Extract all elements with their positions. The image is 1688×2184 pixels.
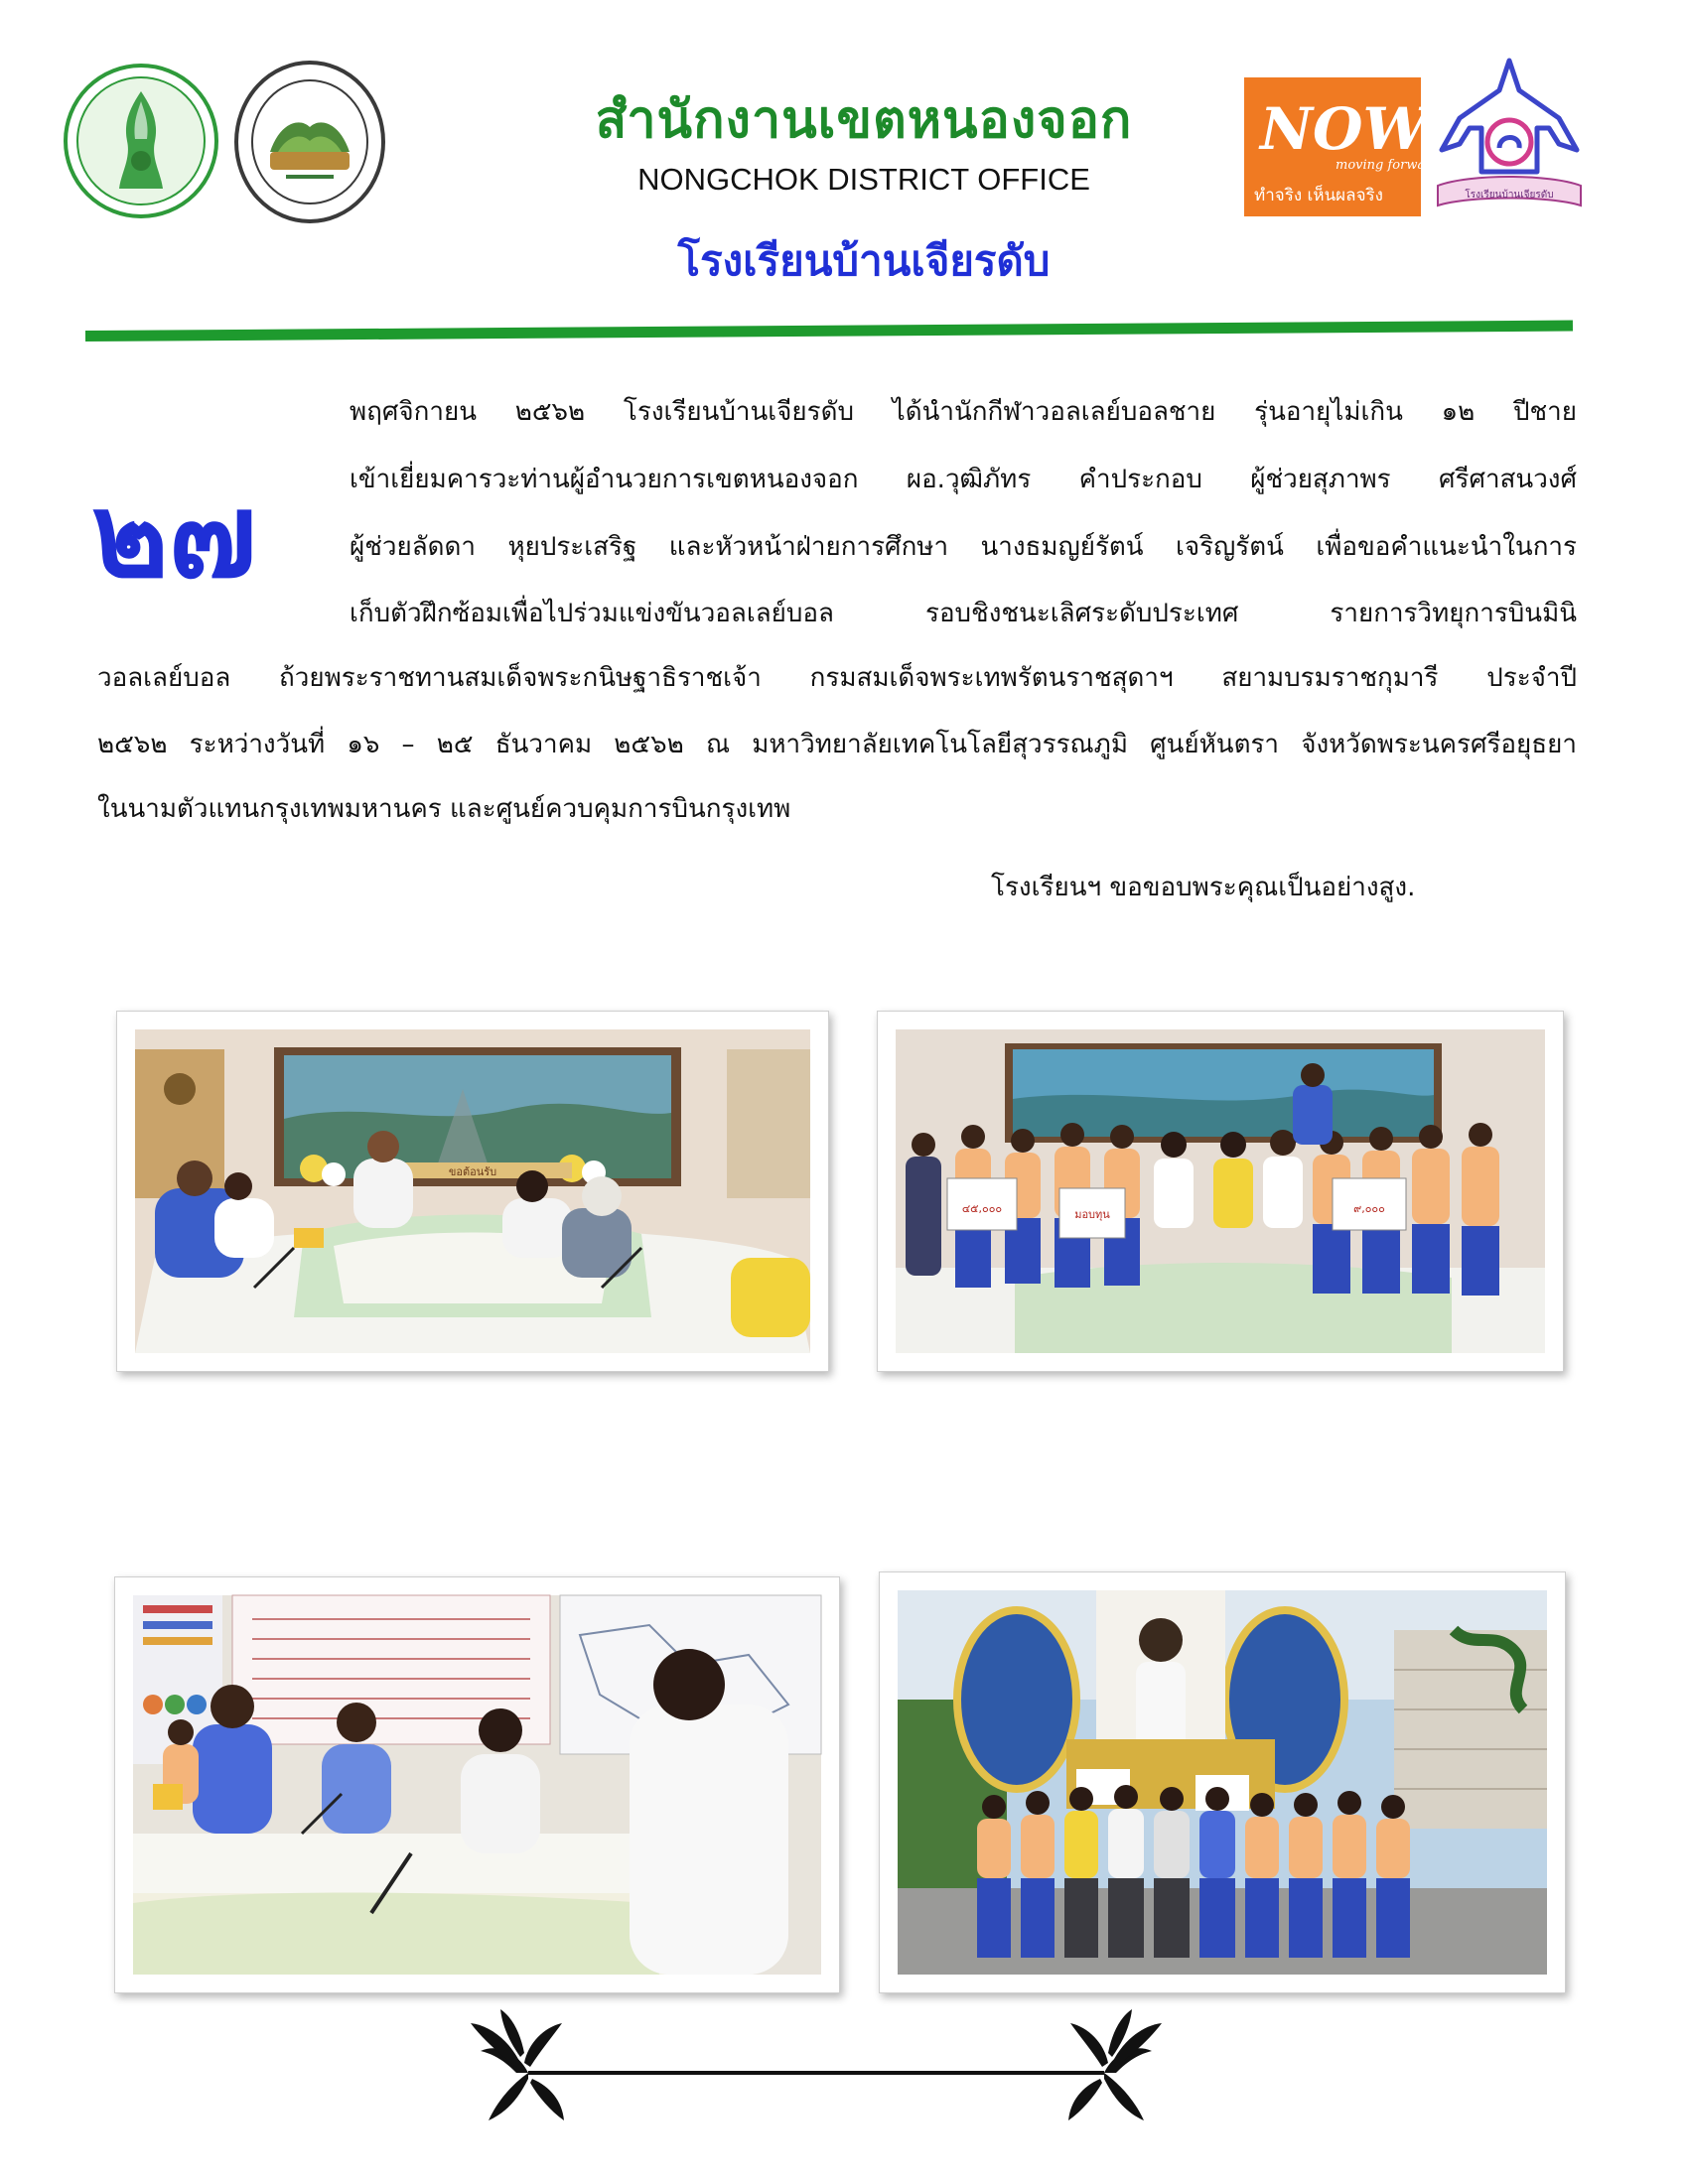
school-logo: [1430, 55, 1589, 223]
photo-meeting-room: [116, 1011, 829, 1372]
district-office-seal-logo: [230, 58, 389, 226]
drop-cap-date: ๒๗: [91, 467, 257, 604]
photo-meeting-table: [114, 1576, 840, 1993]
now-slogan: ทำจริง เห็นผลจริง: [1254, 186, 1383, 205]
photo-group-outdoor: [879, 1571, 1566, 1993]
decorative-footer-ornament: [459, 2003, 1174, 2132]
now-word: NOW: [1260, 95, 1428, 163]
cheque-1-amount: ๔๕,๐๐๐: [961, 1202, 1003, 1215]
article-line-3: ผู้ช่วยลัดดา หุยประเสริฐ และหัวหน้าฝ่ายการศึกษา นางธมญย์รัตน์ เจริญรัตน์ เพื่อขอคำแนะนำในการ: [350, 532, 1577, 562]
article-line-1: พฤศจิกายน ๒๕๖๒ โรงเรียนบ้านเจียรดับ ได้นำนักกีฬาวอลเลย์บอลชาย รุ่นอายุไม่เกิน ๑๒ ปีชาย: [350, 397, 1577, 427]
article-line-5: วอลเลย์บอล ถ้วยพระราชทานสมเด็จพระกนิษฐาธิราชเจ้า กรมสมเด็จพระเทพรัตนราชสุดาฯ สยามบรมราชกุมารี ประจำปี: [97, 663, 1577, 693]
photo-group-cheques: [877, 1011, 1564, 1372]
cheque-2-text: มอบทุน: [1074, 1208, 1110, 1221]
header-divider: [85, 321, 1573, 341]
welcome-board-text: ขอต้อนรับ: [448, 1165, 497, 1178]
school-logo-banner-text: โรงเรียนบ้านเจียรดับ: [1465, 190, 1554, 201]
article-line-7: ในนามตัวแทนกรุงเทพมหานคร และศูนย์ควบคุมการบินกรุงเทพ: [97, 794, 791, 824]
article-line-4: เก็บตัวฝึกซ้อมเพื่อไปร่วมแข่งขันวอลเลย์บอล รอบชิงชนะเลิศระดับประเทศ รายการวิทยุการบินมินิ: [350, 599, 1577, 628]
article-line-6: ๒๕๖๒ ระหว่างวันที่ ๑๖ – ๒๕ ธันวาคม ๒๕๖๒ ณ มหาวิทยาลัยเทคโนโลยีสุวรรณภูมิ ศูนย์หันตรา จังหวัดพระนครศรีอยุธยา: [97, 730, 1577, 759]
school-name-heading: โรงเรียนบ้านเจียรดับ: [677, 236, 1051, 285]
office-title-thai: สำนักงานเขตหนองจอก: [595, 90, 1133, 150]
cheque-3-amount: ๙,๐๐๐: [1353, 1202, 1385, 1215]
bangkok-seal-logo: [62, 62, 220, 220]
now-tagline: moving forward to: [1336, 158, 1457, 173]
article-line-2: เข้าเยี่ยมคารวะท่านผู้อำนวยการเขตหนองจอก ผอ.วุฒิภัทร คำประกอบ ผู้ช่วยสุภาพร ศรีศาสนวงศ์: [350, 465, 1577, 494]
office-title-english: NONGCHOK DISTRICT OFFICE: [637, 162, 1090, 197]
closing-thanks: โรงเรียนฯ ขอขอบพระคุณเป็นอย่างสูง.: [991, 873, 1416, 902]
